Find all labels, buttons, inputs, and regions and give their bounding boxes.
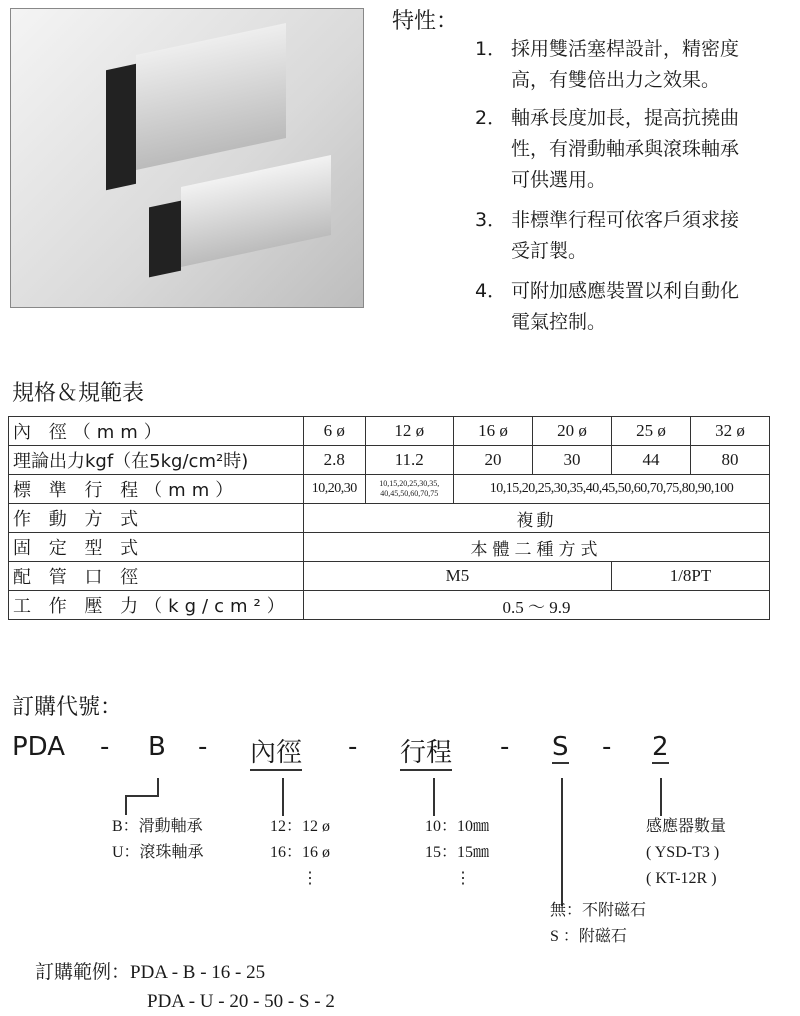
table-row: 配 管 口 徑 M5 1/8PT <box>9 562 770 591</box>
bearing-options: B：滑動軸承 U：滾珠軸承 <box>112 818 204 861</box>
sensor-options: 感應器數量 ( YSD-T3 ) ( KT-12R ) <box>646 818 727 887</box>
table-row: 工 作 壓 力（kg/cm²） 0.5 ～ 9.9 <box>9 591 770 620</box>
stroke-options: 10：10㎜ 15：15㎜ ⋮ <box>425 818 490 887</box>
table-row: 內 徑（mm） 6 ø 12 ø 16 ø 20 ø 25 ø 32 ø <box>9 417 770 446</box>
order-title: 訂購代號： <box>12 695 123 720</box>
bore-options: 12：12 ø 16：16 ø ⋮ <box>270 818 331 887</box>
spec-title: 規格＆規範表 <box>12 381 145 406</box>
spec-table <box>8 416 770 620</box>
table-row: 作 動 方 式 複動 <box>9 504 770 533</box>
order-example: 訂購範例：PDA - B - 16 - 25 PDA - U - 20 - 50 - S - 2 <box>35 962 335 1012</box>
features-title: 特性： <box>392 9 459 34</box>
product-photo <box>10 8 364 308</box>
table-row: 理論出力kgf（在5kg/cm²時) 2.8 11.2 20 30 44 80 <box>9 446 770 475</box>
table-row: 標 準 行 程（mm） 10,20,30 10,15,20,25,30,35, 40,45,50,60,70,75 10,15,20,25,30,35,40,45,50,60,70,75,80,90,100 <box>9 475 770 504</box>
magnet-options: 無：不附磁石 S ：附磁石 <box>550 902 647 945</box>
table-row: 固 定 型 式 本體二種方式 <box>9 533 770 562</box>
